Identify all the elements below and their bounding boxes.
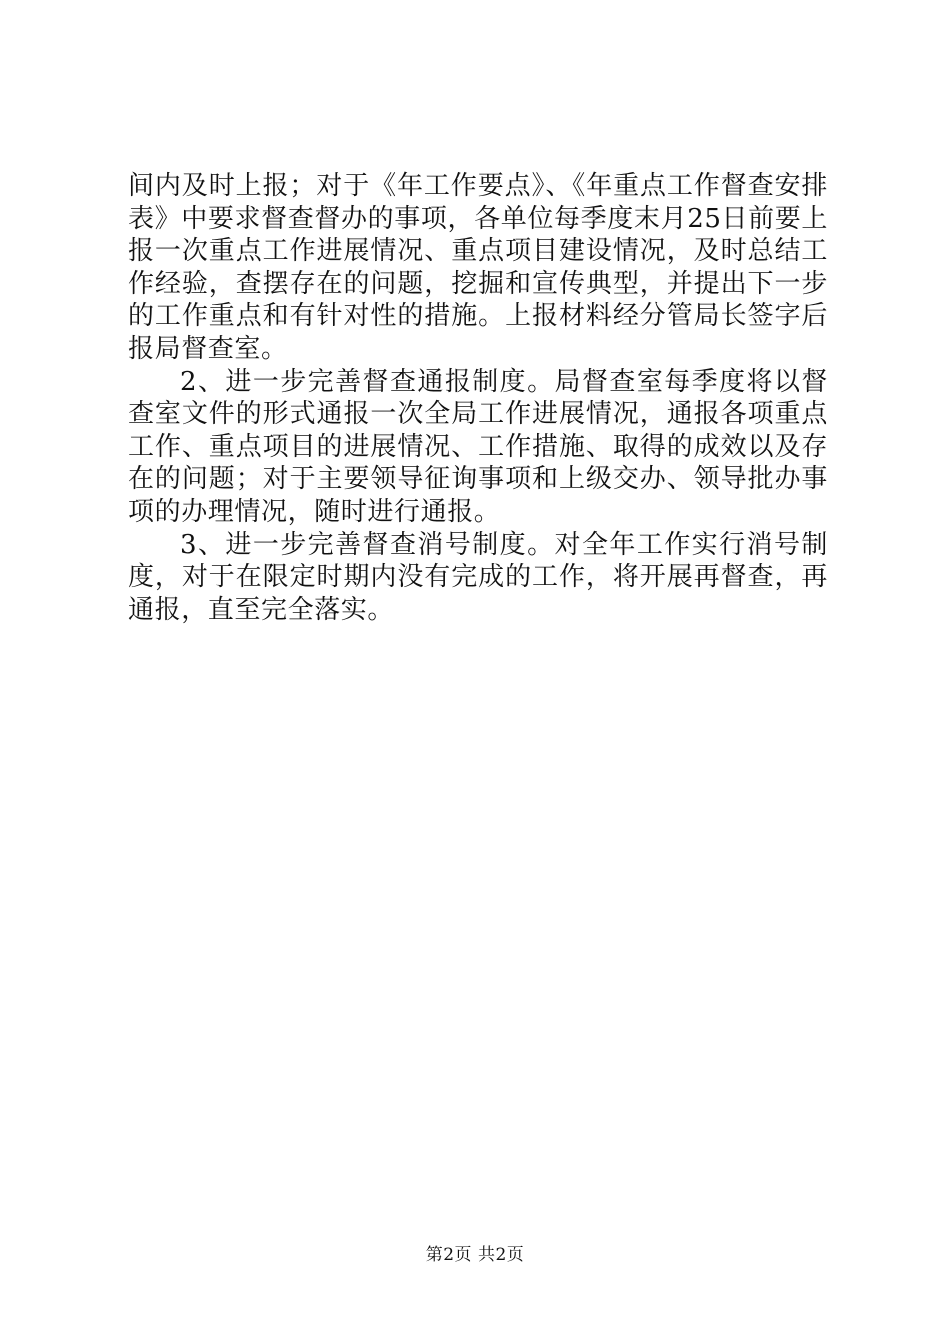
paragraph-continuation: 间内及时上报；对于《年工作要点》、《年重点工作督查安排表》中要求督查督办的事项，各单位每季度末月25日前要上报一次重点工作进展情况、重点项目建设情况，及时总结工作经验，查摆存在的问题，挖掘和宣传典型，并提出下一步的工作重点和有针对性的措施。上报材料经分管局长签字后报局督查室。 bbox=[128, 171, 828, 364]
paragraph-item-2: 2、进一步完善督查通报制度。局督查室每季度将以督查室文件的形式通报一次全局工作进展情况，通报各项重点工作、重点项目的进展情况、工作措施、取得的成效以及存在的问题；对于主要领导征询事项和上级交办、领导批办事项的办理情况，随时进行通报。 bbox=[128, 366, 828, 527]
page-number-footer: 第2页 共2页 bbox=[425, 1245, 525, 1265]
paragraph-item-3: 3、进一步完善督查消号制度。对全年工作实行消号制度，对于在限定时期内没有完成的工作，将开展再督查，再通报，直至完全落实。 bbox=[128, 529, 828, 625]
document-body bbox=[128, 170, 828, 626]
